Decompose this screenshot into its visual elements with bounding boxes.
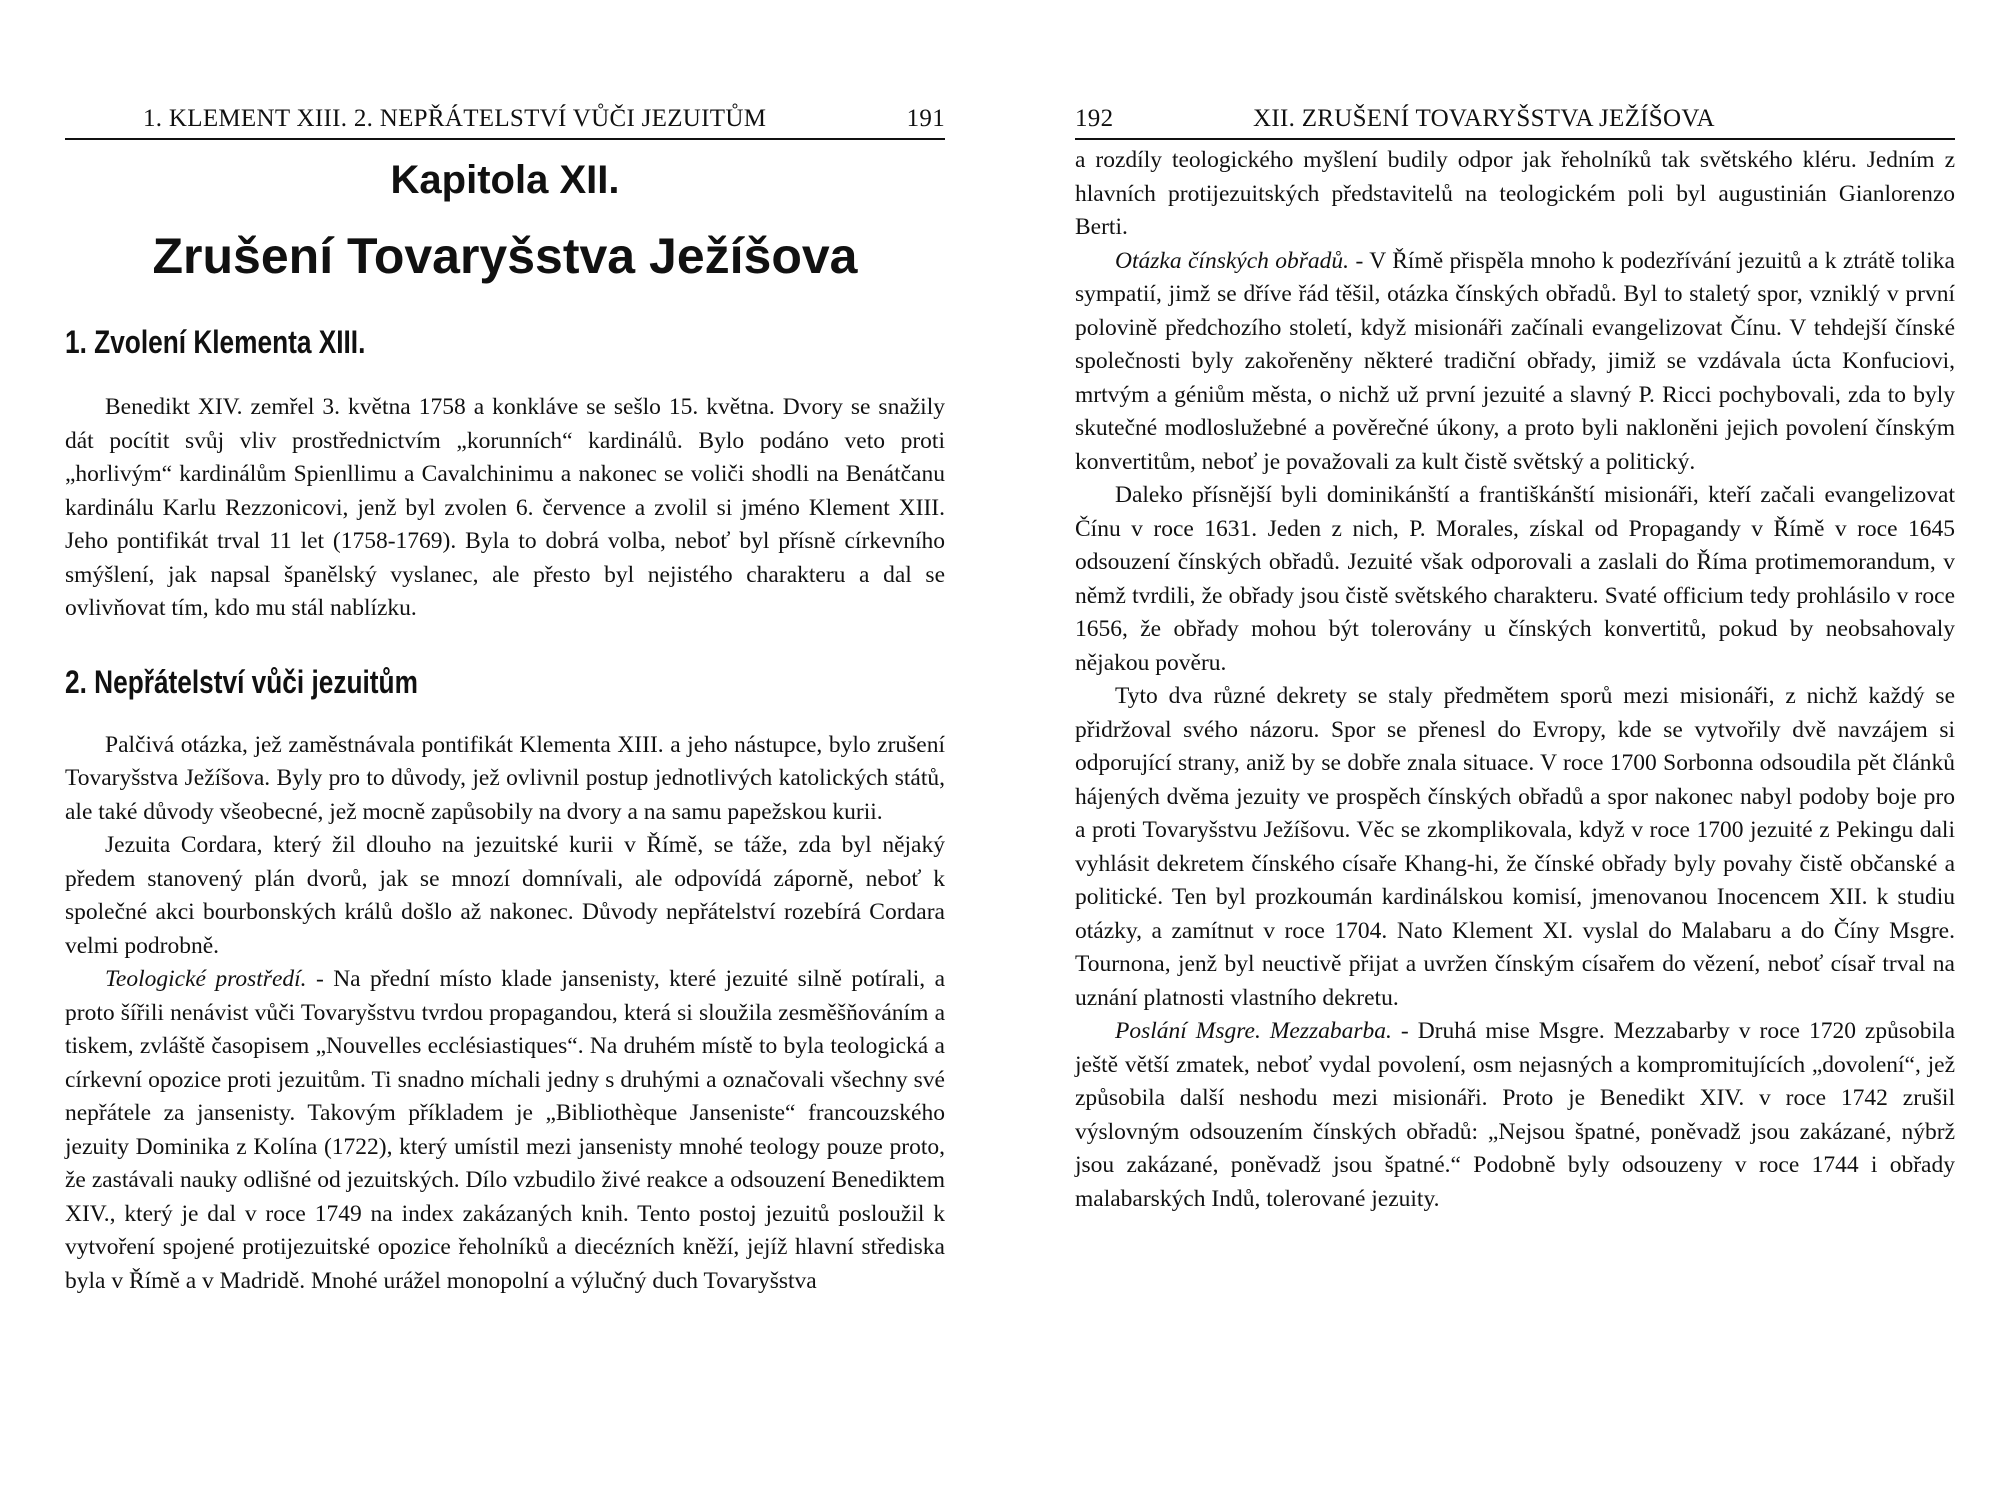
running-head-right bbox=[1075, 100, 1955, 140]
paragraph: Benedikt XIV. zemřel 3. května 1758 a konkláve se sešlo 15. května. Dvory se snažily dát pocítit svůj vliv prostřednictvím „korunních“ kardinálů. Bylo podáno veto proti „horlivým“ kardinálům Spienllimu a Cavalchinimu a nakonec se voliči shodli na Benátčanu kardinálu Karlu Rezzonicovi, jenž byl zvolen 6. července a zvolil si jméno Klement XIII. Jeho pontifikát trval 11 let (1758-1769). Byla to dobrá volba, neboť byl přísně církevního smýšlení, jak napsal španělský vyslanec, ale přesto byl nejistého charakteru a dal se ovlivňovat tím, kdo mu stál nablízku. bbox=[65, 394, 945, 621]
paragraph-body: - V Římě přispěla mnoho k podezřívání jezuitů a k ztrátě tolika sympatií, jimž se dříve řád těšil, otázka čínských obřadů. Byl to staletý spor, vzniklý v první polovině předchozího století, když misionáři začínali evangelizovat Čínu. V tehdejší čínské společnosti byly zakořeněny některé tradiční obřady, jimiž se vzdávala úcta Konfuciovi, mrtvým a géniům města, o nichž už první jezuité a slavný P. Ricci pochybovali, zda to byly skutečné modloslužebné a pověrečné úkony, a proto byli nakloněni jejich povolení čínským konvertitům, neboť je považovali za kult čistě světský a politický. bbox=[1075, 247, 1955, 475]
chapter-title: Zrušení Tovaryšstva Ježíšova bbox=[152, 228, 858, 284]
paragraph: a rozdíly teologického myšlení budily odpor jak řeholníků tak světského kléru. Jedním z hlavních protijezuitských představitelů na teologickém poli byl augustinián Gianlorenzo Berti. bbox=[1075, 147, 1955, 240]
paragraph: Tyto dva různé dekrety se staly předmětem sporů mezi misionáři, z nichž každý se přidržoval svého názoru. Spor se přenesl do Evropy, kde se vytvořily dvě navzájem si odporující strany, aniž by se dobře znala situace. V roce 1700 Sorbonna odsoudila pět článků hájených dvěma jezuity ve prospěch čínských obřadů a spor nakonec nabyl podoby boje pro a proti Tovaryšstvu Ježíšovu. Věc se zkomplikovala, když v roce 1700 jezuité z Pekingu dali vyhlásit dekretem čínského císaře Khang-hi, že čínské obřady byly povahy čistě občanské a politické. Ten byl prozkoumán kardinálskou komisí, jmenovanou Inocencem XII. k studiu otázky, a zamítnut v roce 1704. Nato Klement XI. vyslal do Malabaru a do Číny Msgre. Tournona, jenž byl neuctivě přijat a uvržen čínským císařem do vězení, neboť císař trval na uznání platnosti vlastního dekretu. bbox=[1075, 683, 1955, 1011]
paragraph bbox=[65, 963, 945, 1298]
page-number: 191 bbox=[906, 105, 945, 132]
paragraph: Daleko přísnější byli dominikánští a františkánští misionáři, kteří začali evangelizovat Čínu v roce 1631. Jeden z nich, P. Morales, získal od Propagandy v Římě v roce 1645 odsouzení čínských obřadů. Jezuité však odporovali a zaslali do Říma protimemorandum, v němž tvrdili, že obřady jsou čistě světského charakteru. Svaté officium tedy prohlásilo v roce 1656, že obřady mohou být tolerovány u čínských konvertitů, pokud by neobsahovaly nějakou pověru. bbox=[1075, 482, 1955, 676]
right-page-content bbox=[1075, 144, 1955, 1216]
paragraph: Palčivá otázka, jež zaměstnávala pontifikát Klementa XIII. a jeho nástupce, bylo zrušení Tovaryšstva Ježíšova. Byly pro to důvody, jež ovlivnil postup jednotlivých katolických států, ale také důvody všeobecné, jež mocně zapůsobily na dvory a na samu papežskou kurii. bbox=[65, 731, 945, 825]
right-page bbox=[1075, 100, 1955, 1470]
paragraph: Jezuita Cordara, který žil dlouho na jezuitské kurii v Římě, se táže, zda byl nějaký předem stanovený plán dvorů, jak se mnozí domnívali, ale odpovídá záporně, neboť k společné akci bourbonských králů došlo až nakonec. Důvody nepřátelství rozebírá Cordara velmi podrobně. bbox=[65, 832, 945, 959]
paragraph-lead: Teologické prostředí. bbox=[105, 966, 307, 992]
running-head-title: XII. ZRUŠENÍ TOVARYŠSTVA JEŽÍŠOVA bbox=[1253, 105, 1715, 132]
paragraph-lead: Poslání Msgre. Mezzabarba. bbox=[1115, 1018, 1392, 1044]
section-heading-2: 2. Nepřátelství vůči jezuitům bbox=[65, 663, 418, 700]
paragraph-body: - Druhá mise Msgre. Mezzabarby v roce 1720 způsobila ještě větší zmatek, neboť vydal povolení, osm nejasných a kompromitujících „dovolení“, jež způsobila další neshodu mezi misionáři. Proto je Benedikt XIV. v roce 1742 zrušil výslovným odsouzením čínských obřadů: „Nejsou špatné, poněvadž jsou zakázané, nýbrž jsou zakázané, poněvadž jsou špatné.“ Podobně byly odsouzeny v roce 1744 i obřady malabarských Indů, tolerované jezuity. bbox=[1075, 1018, 1955, 1212]
paragraph-body: - Na přední místo klade jansenisty, které jezuité silně potírali, a proto šířili nenávist vůči Tovaryšstvu tvrdou propagandou, která si sloužila zesměšňováním a tiskem, zvláště časopisem „Nouvelles ecclésiastiques“. Na druhém místě to byla teologická a církevní opozice proti jezuitům. Ti snadno míchali jedny s druhými a označovali všechny své nepřátele za jansenisty. Takovým příkladem je „Bibliothèque Janseniste“ francouzského jezuity Dominika z Kolína (1722), který umístil mezi jansenisty mnohé teology pouze proto, že zastávali nauky odlišné od jezuitských. Dílo vzbudilo živé reakce a odsouzení Benediktem XIV., který je dal v roce 1749 na index zakázaných knih. Tento postoj jezuitů posloužil k vytvoření spojené protijezuitské opozice řeholníků a diecézních kněží, jejíž hlavní střediska byla v Římě a v Madridě. Mnohé urážel monopolní a výlučný duch Tovaryšstva bbox=[65, 966, 945, 1294]
section-heading-1: 1. Zvolení Klementa XIII. bbox=[65, 324, 366, 360]
page-number: 192 bbox=[1075, 105, 1114, 132]
paragraph-lead: Otázka čínských obřadů. bbox=[1115, 247, 1350, 274]
running-head-title: 1. KLEMENT XIII. 2. NEPŘÁTELSTVÍ VŮČI JEZUITŮM bbox=[143, 105, 767, 132]
left-page bbox=[65, 100, 945, 1470]
paragraph bbox=[1075, 1015, 1955, 1216]
chapter-label: Kapitola XII. bbox=[390, 158, 620, 202]
left-page-content bbox=[65, 142, 945, 1298]
paragraph bbox=[1075, 245, 1955, 480]
running-head-left bbox=[65, 100, 945, 140]
